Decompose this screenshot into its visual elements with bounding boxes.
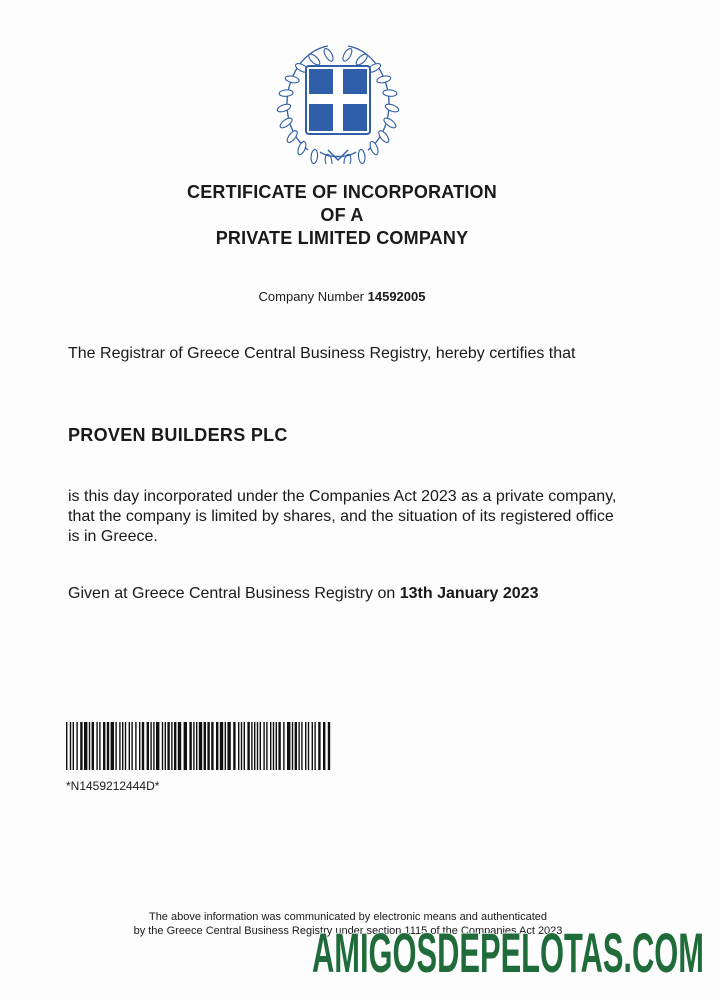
barcode-bar: [125, 722, 126, 770]
barcode-bar: [292, 722, 293, 770]
barcode-bar: [178, 722, 181, 770]
wreath-leaf: [369, 140, 380, 155]
barcode-text: *N1459212444D*: [66, 779, 160, 793]
title-line-3: PRIVATE LIMITED COMPANY: [215, 228, 469, 248]
barcode-bar: [92, 722, 94, 770]
barcode-bar: [273, 722, 274, 770]
barcode-bar: [150, 722, 151, 770]
company-number-label: Company Number: [258, 289, 365, 304]
barcode-bar: [162, 722, 163, 770]
barcode-bar: [254, 722, 255, 770]
barcode-bar: [111, 722, 114, 770]
barcode-bar: [73, 722, 74, 770]
barcode-bar: [70, 722, 71, 770]
barcode-bar: [220, 722, 223, 770]
barcode-bar: [84, 722, 87, 770]
barcode-bar: [131, 722, 132, 770]
company-name: PROVEN BUILDERS PLC: [68, 425, 288, 445]
barcode-bar: [184, 722, 187, 770]
registrar-statement: The Registrar of Greece Central Business Registry, hereby certifies that: [68, 345, 576, 362]
barcode-bar: [119, 722, 120, 770]
given-date: 13th January 2023: [399, 585, 539, 602]
barcode-bar: [115, 722, 116, 770]
certificate-title: [0, 181, 684, 250]
title-line-2: OF A: [320, 205, 364, 225]
barcode-bar: [308, 722, 309, 770]
wreath-leaf: [376, 75, 391, 84]
barcode-bar: [312, 722, 313, 770]
wreath-leaf: [383, 89, 397, 96]
barcode-bar: [266, 722, 267, 770]
barcode-bar: [295, 722, 297, 770]
barcode-bar: [103, 722, 105, 770]
barcode-bar: [80, 722, 82, 770]
barcode-bar: [301, 722, 302, 770]
wreath-leaf: [377, 129, 391, 144]
wreath-leaf: [307, 52, 322, 66]
barcode-bar: [263, 722, 264, 770]
barcode-bar: [142, 722, 144, 770]
barcode-bar: [225, 722, 226, 770]
barcode-bar: [233, 722, 235, 770]
barcode-bar: [211, 722, 213, 770]
given-statement: [68, 585, 538, 603]
barcode-bar: [238, 722, 239, 770]
barcode-bar: [189, 722, 191, 770]
wreath-leaf: [322, 47, 335, 62]
wreath-leaf: [279, 89, 293, 96]
company-number: [0, 289, 684, 304]
barcode-bar: [89, 722, 90, 770]
barcode-bar: [270, 722, 271, 770]
barcode-bar: [193, 722, 194, 770]
barcode-bar: [283, 722, 284, 770]
footer-line-2: by the Greece Central Business Registry under section 1115 of the Companies Act 2023: [133, 925, 563, 937]
watermark-text: AMIGOSDEPELOTAS.COM: [312, 921, 704, 984]
barcode-bar: [323, 722, 325, 770]
barcode-bar: [287, 722, 290, 770]
barcode-bar: [196, 722, 197, 770]
barcode-icon: [66, 722, 332, 770]
barcode-bar: [227, 722, 230, 770]
wreath-leaf: [276, 103, 291, 114]
barcode-bar: [207, 722, 209, 770]
barcode-bar: [135, 722, 136, 770]
barcode-bar: [314, 722, 315, 770]
incorporation-statement: is this day incorporated under the Companies Act 2023 as a private company, that the company is limited by shares, and the situation of its registered office is in Greece.: [68, 488, 617, 545]
barcode-bar: [139, 722, 140, 770]
barcode-bar: [204, 722, 206, 770]
barcode-bar: [129, 722, 130, 770]
barcode-bar: [153, 722, 154, 770]
barcode-bar: [156, 722, 159, 770]
barcode-bar: [167, 722, 169, 770]
wreath-leaf: [354, 52, 369, 66]
barcode-bar: [247, 722, 249, 770]
greek-coat-of-arms-icon: [276, 38, 400, 164]
barcode-bar: [318, 722, 320, 770]
barcode-bar: [199, 722, 202, 770]
barcode-bar: [147, 722, 149, 770]
barcode-bar: [171, 722, 172, 770]
barcode-bar: [66, 722, 67, 770]
wreath-leaf: [384, 103, 399, 114]
barcode-bar: [76, 722, 77, 770]
wreath-leaf: [310, 149, 318, 164]
title-line-1: CERTIFICATE OF INCORPORATION: [187, 182, 497, 202]
barcode-bar: [216, 722, 218, 770]
barcode-bar: [257, 722, 258, 770]
wreath-leaf: [341, 47, 354, 62]
barcode-bar: [174, 722, 176, 770]
barcode-bar: [107, 722, 109, 770]
barcode-bar: [241, 722, 242, 770]
barcode-bar: [251, 722, 252, 770]
barcode-bar: [244, 722, 245, 770]
wreath-leaf: [285, 75, 300, 84]
given-prefix: Given at Greece Central Business Registry on: [68, 585, 396, 602]
barcode-bar: [96, 722, 97, 770]
barcode-bar: [305, 722, 306, 770]
footer-line-1: The above information was communicated by electronic means and authenticated: [148, 911, 548, 923]
barcode-bar: [276, 722, 277, 770]
company-number-value: 14592005: [367, 289, 426, 304]
barcode-bar: [99, 722, 100, 770]
watermark: [308, 920, 708, 984]
barcode-bar: [298, 722, 299, 770]
wreath-leaf: [358, 149, 366, 164]
barcode-bar: [122, 722, 123, 770]
wreath-leaf: [285, 129, 299, 144]
barcode-bar: [328, 722, 330, 770]
wreath-leaf: [296, 140, 307, 155]
barcode-bar: [260, 722, 261, 770]
barcode-bar: [278, 722, 280, 770]
barcode-bar: [165, 722, 166, 770]
